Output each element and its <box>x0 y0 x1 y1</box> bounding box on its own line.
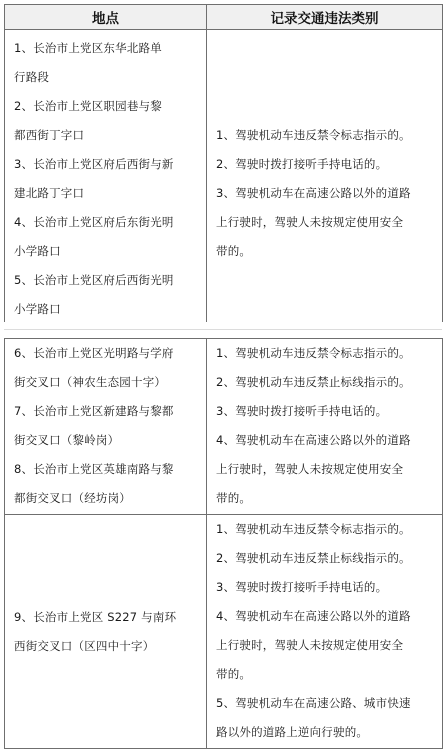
text-line: 带的。 <box>216 667 252 681</box>
list-item <box>5 92 206 150</box>
text-line: 上行驶时，驾驶人未按规定使用安全 <box>216 638 404 652</box>
text-line: 4、驾驶机动车在高速公路以外的道路 <box>216 433 411 447</box>
text-line: 西街交叉口（区四中十字） <box>14 638 155 653</box>
list-item <box>207 544 442 573</box>
text-line: 带的。 <box>216 491 252 505</box>
text-line: 6、长治市上党区光明路与学府 <box>14 346 174 360</box>
text-line: 上行驶时，驾驶人未按规定使用安全 <box>216 215 404 229</box>
list-item <box>207 602 442 689</box>
list-item <box>5 339 206 397</box>
list-item <box>5 397 206 455</box>
text-line: 小学路口 <box>14 244 61 258</box>
violation-list <box>207 339 442 513</box>
list-item <box>5 266 206 324</box>
text-line: 带的。 <box>216 244 252 258</box>
list-item <box>5 150 206 208</box>
violation-list <box>207 515 442 747</box>
text-line: 3、驾驶时拨打接听手持电话的。 <box>216 404 388 418</box>
list-item <box>5 208 206 266</box>
text-line: 2、驾驶时拨打接听手持电话的。 <box>216 157 388 171</box>
violation-cell <box>207 515 443 749</box>
text-line: 都街交叉口（经坊岗） <box>14 491 131 505</box>
text-line: 3、驾驶时拨打接听手持电话的。 <box>216 580 388 594</box>
page-break <box>0 322 447 338</box>
list-item <box>207 368 442 397</box>
location-list <box>5 603 206 661</box>
list-item <box>5 455 206 513</box>
text-line: 1、长治市上党区东华北路单 <box>14 41 162 55</box>
text-line: 上行驶时，驾驶人未按规定使用安全 <box>216 462 404 476</box>
text-line: 4、长治市上党区府后东街光明 <box>14 215 174 229</box>
list-item <box>207 339 442 368</box>
text-line: 建北路丁字口 <box>14 186 85 200</box>
list-item <box>5 34 206 92</box>
violation-table-part2 <box>4 338 443 749</box>
header-violation-type: 记录交通违法类别 <box>207 5 443 30</box>
list-item <box>207 573 442 602</box>
list-item <box>207 397 442 426</box>
location-cell <box>5 515 207 749</box>
text-line: 9、长治市上党区 S227 与南环 <box>14 609 177 624</box>
text-line: 5、驾驶机动车在高速公路、城市快速 <box>216 696 411 710</box>
text-line: 4、驾驶机动车在高速公路以外的道路 <box>216 609 411 623</box>
text-line: 都西街丁字口 <box>14 128 85 142</box>
text-line: 7、长治市上党区新建路与黎都 <box>14 404 174 418</box>
list-item <box>207 515 442 544</box>
text-line: 1、驾驶机动车违反禁令标志指示的。 <box>216 128 411 142</box>
text-line: 路以外的道路上逆向行驶的。 <box>216 725 369 739</box>
text-line: 2、驾驶机动车违反禁止标线指示的。 <box>216 375 411 389</box>
header-location: 地点 <box>5 5 207 30</box>
list-item <box>207 179 442 266</box>
list-item <box>207 689 442 747</box>
text-line: 3、长治市上党区府后西街与新 <box>14 157 174 171</box>
list-item <box>207 150 442 179</box>
location-list <box>5 34 206 324</box>
text-line: 小学路口 <box>14 302 61 316</box>
location-cell <box>5 30 207 325</box>
text-line: 2、驾驶机动车违反禁止标线指示的。 <box>216 551 411 565</box>
violation-list <box>207 121 442 266</box>
list-item <box>207 426 442 513</box>
text-line: 街交叉口（黎岭岗） <box>14 433 120 447</box>
table-row <box>5 515 443 749</box>
table-row <box>5 30 443 325</box>
list-item <box>207 121 442 150</box>
text-line: 5、长治市上党区府后西街光明 <box>14 273 174 287</box>
text-line: 3、驾驶机动车在高速公路以外的道路 <box>216 186 411 200</box>
text-line: 行路段 <box>14 70 50 84</box>
violation-cell <box>207 339 443 515</box>
text-line: 2、长治市上党区职园巷与黎 <box>14 99 162 113</box>
list-item <box>5 603 206 661</box>
table-header-row <box>5 5 443 30</box>
table-row <box>5 339 443 515</box>
location-cell <box>5 339 207 515</box>
location-list <box>5 339 206 513</box>
violation-table-part1 <box>4 4 443 325</box>
text-line: 1、驾驶机动车违反禁令标志指示的。 <box>216 522 411 536</box>
text-line: 1、驾驶机动车违反禁令标志指示的。 <box>216 346 411 360</box>
divider <box>4 329 442 330</box>
text-line: 8、长治市上党区英雄南路与黎 <box>14 462 174 476</box>
text-line: 街交叉口（神农生态园十字） <box>14 375 167 389</box>
violation-cell <box>207 30 443 325</box>
